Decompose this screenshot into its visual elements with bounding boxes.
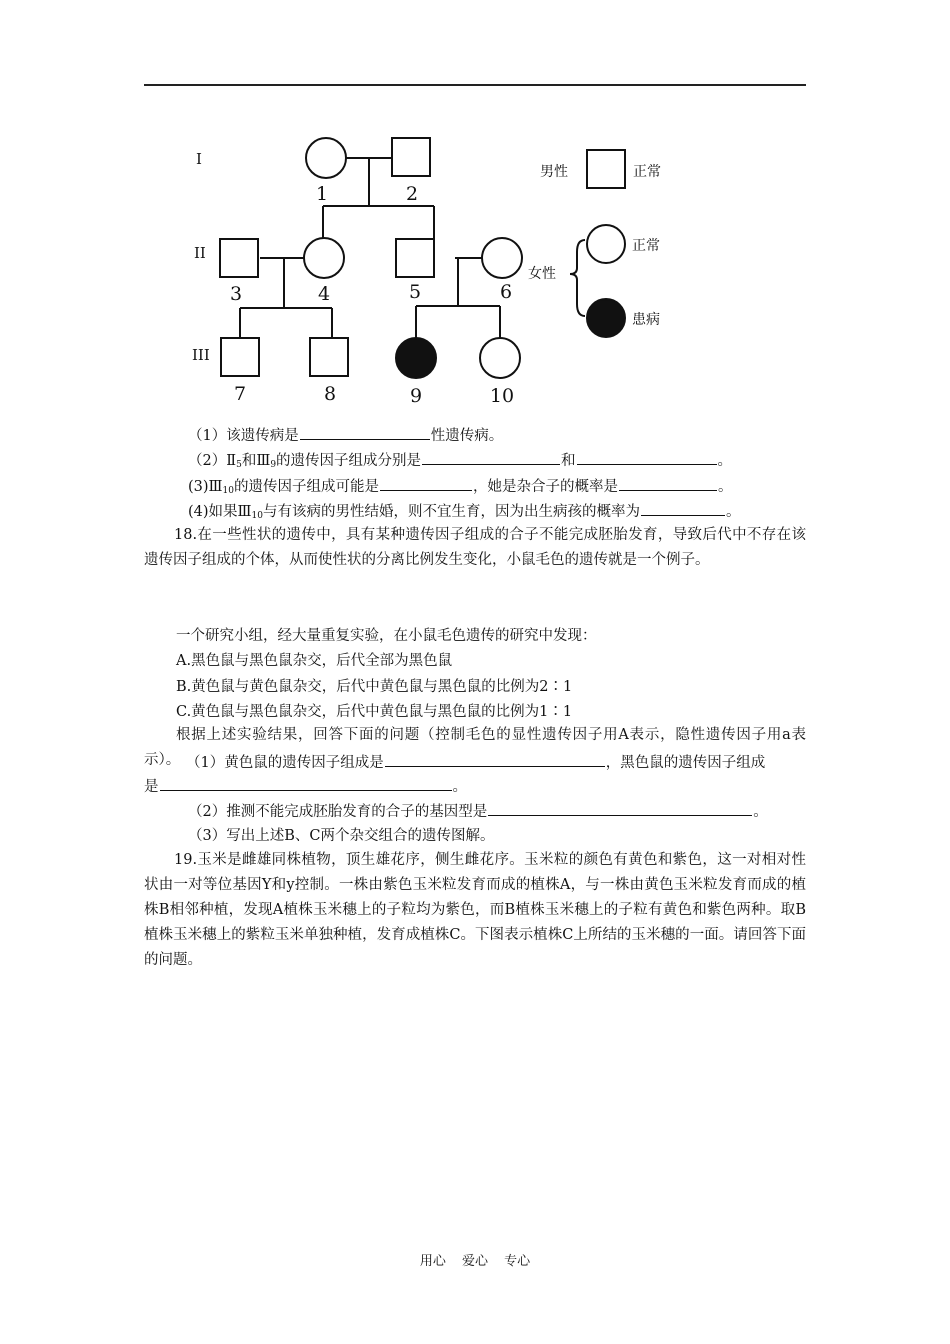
- gen-label-III: III: [192, 346, 210, 364]
- q18-question-1-text-b: ，黑色鼠的遗传因子组成: [605, 755, 766, 771]
- q17-item-2: [188, 450, 732, 475]
- legend-female-normal-label: 正常: [632, 238, 660, 254]
- individual-4-female-normal: [304, 238, 344, 278]
- legend-male-normal-symbol: [587, 150, 625, 188]
- q17-item-2-sub-1: 5: [236, 460, 242, 470]
- id-label-10: 10: [489, 385, 515, 407]
- id-label-6: 6: [499, 281, 513, 303]
- q17-item-3-text-a: (3)Ⅲ: [188, 479, 223, 495]
- q17-item-2-text-a: （2）Ⅱ: [188, 453, 237, 469]
- q19-text: 19.玉米是雌雄同株植物，顶生雄花序，侧生雌花序。玉米粒的颜色有黄色和紫色，这一对相对性状由一对等位基因Y和y控制。一株由紫色玉米粒发育而成的植株A，与一株由黄色玉米粒发育而成的植株B相邻种植，发现A植株玉米穗上的子粒均为紫色，而B植株玉米穗上的子粒有黄色和紫色两种。取B植株玉米穗上的紫粒玉米单独种植，发育成植株C。下图表示植株C上所结的玉米穗的一面。请回答下面的问题。: [144, 852, 806, 968]
- gen-label-II: II: [194, 244, 206, 262]
- individual-3-male-normal: [220, 239, 258, 277]
- gen-label-I: I: [196, 150, 202, 168]
- footer-word-1: 用心: [419, 1254, 446, 1269]
- individual-6-female-normal: [482, 238, 522, 278]
- page-footer: [0, 1250, 950, 1269]
- individual-10-female-normal: [480, 338, 520, 378]
- q17-item-4-text-b: 与有该病的男性结婚，则不宜生育，因为出生病孩的概率为: [262, 504, 640, 520]
- id-label-3: 3: [229, 283, 243, 305]
- q17-item-1: [188, 425, 503, 446]
- legend-female-normal-symbol: [587, 225, 625, 263]
- q18-intro: 18.在一些性状的遗传中，具有某种遗传因子组成的合子不能完成胚胎发育，导致后代中不存在该遗传因子组成的个体，从而使性状的分离比例发生变化，小鼠毛色的遗传就是一个例子。: [144, 527, 806, 568]
- id-label-8: 8: [323, 383, 337, 405]
- q17-item-1-text-a: （1）该遗传病是: [188, 428, 299, 444]
- answer-blank[interactable]: [380, 476, 472, 491]
- legend-female-affected-symbol: [587, 299, 625, 337]
- q17-item-2-sub-2: 9: [270, 460, 277, 470]
- q18-finding-c: C.黄色鼠与黑色鼠杂交，后代中黄色鼠与黑色鼠的比例为1∶1: [176, 704, 573, 720]
- q18-question-1-line2: [144, 776, 467, 797]
- q17-item-3-sub: 10: [222, 486, 234, 496]
- legend-female-label: 女性: [528, 266, 556, 282]
- q18-study: 一个研究小组，经大量重复实验，在小鼠毛色遗传的研究中发现：: [176, 628, 597, 644]
- answer-blank[interactable]: [577, 450, 717, 465]
- q17-item-2-text-b: 和Ⅲ: [241, 453, 271, 469]
- answer-blank[interactable]: [160, 776, 452, 791]
- q18-question-2: [188, 801, 768, 822]
- answer-blank[interactable]: [300, 425, 430, 440]
- q17-item-3: [188, 476, 732, 501]
- legend-male-label: 男性: [540, 164, 568, 180]
- q18-question-1-line1: [186, 752, 765, 773]
- header-rule: [144, 84, 806, 86]
- q17-item-1-text-b: 性遗传病。: [430, 428, 504, 444]
- individual-2-male-normal: [392, 138, 430, 176]
- individual-7-male-normal: [221, 338, 259, 376]
- q18-question-1-text-d: 。: [452, 779, 467, 795]
- id-label-2: 2: [405, 183, 419, 205]
- q18-question-2-text-a: （2）推测不能完成胚胎发育的合子的基因型是: [188, 804, 488, 820]
- footer-word-3: 专心: [504, 1254, 531, 1269]
- footer-word-2: 爱心: [461, 1254, 488, 1269]
- individual-9-female-affected: [396, 338, 436, 378]
- q18-question-3: （3）写出上述B、C两个杂交组合的遗传图解。: [188, 828, 495, 844]
- q17-item-4-text-c: 。: [725, 504, 741, 520]
- q18-question-2-text-b: 。: [753, 804, 768, 820]
- legend-female-affected-label: 患病: [632, 312, 660, 328]
- answer-blank[interactable]: [422, 450, 560, 465]
- q17-item-3-text-b: 的遗传因子组成可能是: [233, 479, 379, 495]
- individual-8-male-normal: [310, 338, 348, 376]
- pedigree-chart: [180, 126, 700, 416]
- q17-item-3-text-d: 。: [717, 479, 733, 495]
- answer-blank[interactable]: [385, 752, 605, 767]
- q17-item-4-text-a: (4)如果Ⅲ: [188, 504, 252, 520]
- id-label-1: 1: [315, 183, 329, 205]
- q18-instruction: 根据上述实验结果，回答下面的问题（控制毛色的显性遗传因子用A表示，隐性遗传因子用a表示）。: [144, 727, 806, 768]
- id-label-4: 4: [317, 283, 331, 305]
- q17-item-2-text-c: 的遗传因子组成分别是: [276, 453, 422, 469]
- answer-blank[interactable]: [488, 801, 752, 816]
- q18-question-1-text-c: 是: [144, 779, 159, 795]
- q17-item-3-text-c: ，她是杂合子的概率是: [472, 479, 618, 495]
- individual-5-male-normal: [396, 239, 434, 277]
- answer-blank[interactable]: [641, 501, 725, 516]
- id-label-5: 5: [408, 281, 422, 303]
- q17-item-2-text-d: 和: [561, 453, 576, 469]
- individual-1-female-normal: [306, 138, 346, 178]
- q17-item-4-sub: 10: [251, 511, 263, 521]
- answer-blank[interactable]: [619, 476, 717, 491]
- id-label-7: 7: [233, 383, 247, 405]
- q18-finding-b: B.黄色鼠与黄色鼠杂交，后代中黄色鼠与黑色鼠的比例为2∶1: [176, 679, 573, 695]
- q17-item-2-text-e: 。: [717, 453, 733, 469]
- legend-male-normal-label: 正常: [633, 164, 661, 180]
- id-label-9: 9: [409, 385, 423, 407]
- q18-question-1-text-a: （1）黄色鼠的遗传因子组成是: [186, 755, 384, 771]
- q18-finding-a: A.黑色鼠与黑色鼠杂交，后代全部为黑色鼠: [176, 653, 453, 669]
